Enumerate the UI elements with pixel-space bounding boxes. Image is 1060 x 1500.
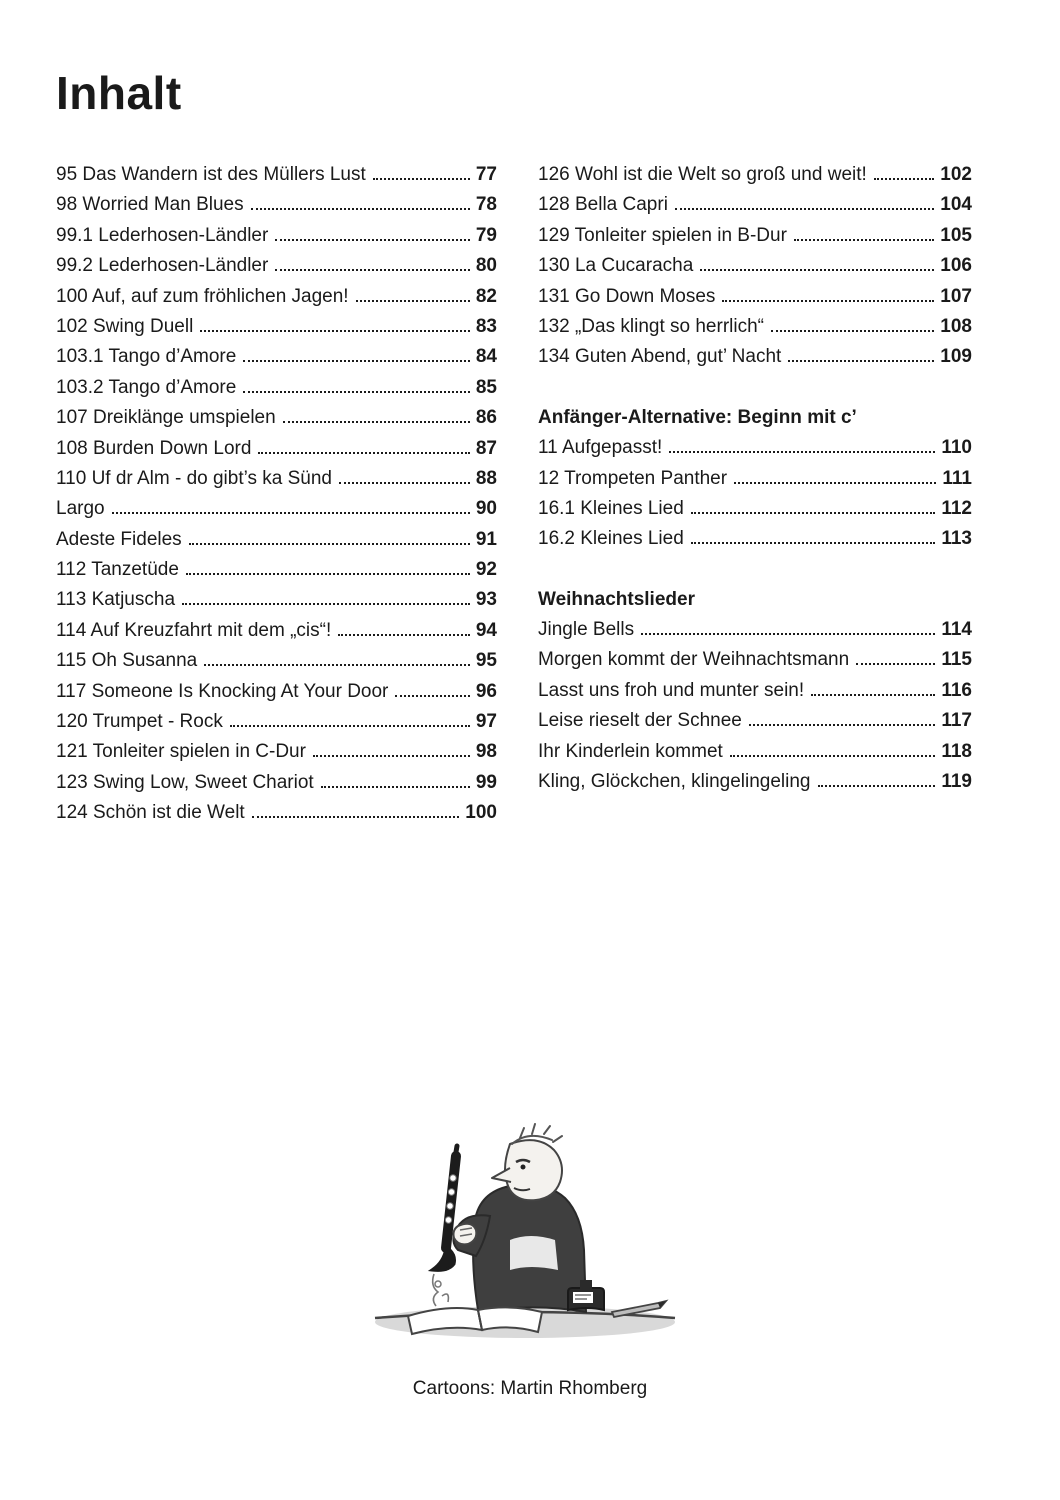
dot-leader [641, 633, 935, 635]
toc-entry-page-number: 88 [475, 467, 497, 489]
toc-entry-page-number: 86 [475, 407, 497, 429]
toc-entry [56, 737, 497, 767]
toc-entry-title: Largo [56, 498, 105, 520]
toc-entry-title: 95 Das Wandern ist des Müllers Lust [56, 164, 366, 185]
toc-entry-page-number: 85 [475, 376, 497, 398]
toc-entry-title: 126 Wohl ist die Welt so groß und weit! [538, 164, 867, 185]
toc-entry-page-number: 110 [941, 437, 972, 459]
toc-entry-page-number: 117 [941, 710, 972, 732]
toc-entry-page-number: 90 [475, 498, 497, 520]
toc-entry-title: 11 Aufgepasst! [538, 437, 663, 459]
dot-leader [856, 663, 935, 665]
toc-entry-page-number: 96 [475, 680, 497, 702]
dot-leader [749, 724, 936, 726]
toc-entry [538, 190, 972, 220]
cartoon-caption: Cartoons: Martin Rhomberg [412, 1378, 648, 1399]
toc-entry [538, 282, 972, 312]
toc-entry-title: 103.1 Tango d’Amore [56, 346, 237, 368]
dot-leader [339, 482, 470, 484]
toc-entry [56, 251, 497, 281]
toc-entry [56, 707, 497, 737]
toc-entry-page-number: 119 [941, 771, 972, 793]
toc-entry-page-number: 78 [475, 194, 497, 216]
toc-entry-title: 12 Trompeten Panther [538, 467, 728, 489]
toc-entry [56, 464, 497, 494]
dot-leader [818, 785, 936, 787]
toc-entry [538, 524, 972, 554]
toc-entry-title: 131 Go Down Moses [538, 285, 716, 307]
toc-entry [538, 433, 972, 463]
toc-entry-title: 112 Tanzetüde [56, 559, 179, 581]
dot-leader [258, 452, 469, 454]
toc-entry-title: 132 „Das klingt so herrlich“ [538, 315, 764, 337]
toc-entry-page-number: 102 [940, 164, 972, 185]
dot-leader [186, 573, 470, 575]
dot-leader [243, 360, 470, 362]
toc-entry-title: Morgen kommt der Weihnachtsmann [538, 649, 850, 671]
dot-leader [182, 603, 470, 605]
dot-leader [338, 634, 470, 636]
dot-leader [112, 512, 470, 514]
toc-entry-title: 129 Tonleiter spielen in B-Dur [538, 224, 787, 246]
toc-entry-title: 110 Uf dr Alm - do gibt’s ka Sünd [56, 467, 333, 489]
toc-section-heading: Weihnachtslieder [538, 588, 695, 610]
dot-leader [275, 239, 470, 241]
toc-entry [56, 768, 497, 798]
toc-entry-page-number: 113 [941, 528, 972, 550]
toc-section-heading: Anfänger-Alternative: Beginn mit c’ [538, 406, 857, 428]
toc-entry-title: 123 Swing Low, Sweet Chariot [56, 771, 314, 793]
dot-leader [734, 482, 936, 484]
toc-entry-page-number: 98 [475, 741, 497, 763]
toc-entry [538, 767, 972, 797]
toc-entry [56, 434, 497, 464]
toc-entry [56, 616, 497, 646]
toc-entry-title: 124 Schön ist die Welt [56, 802, 245, 824]
cartoonist-illustration [360, 1120, 690, 1365]
toc-entry-title: 100 Auf, auf zum fröhlichen Jagen! [56, 285, 349, 307]
dot-leader [675, 208, 934, 210]
dot-leader [771, 330, 934, 332]
toc-entry-page-number: 92 [475, 559, 497, 581]
toc-entry-page-number: 79 [475, 224, 497, 246]
dot-leader [283, 421, 470, 423]
toc-entry-page-number: 108 [940, 315, 972, 337]
toc-section [538, 160, 972, 373]
dot-leader [794, 239, 934, 241]
toc-entry-title: 134 Guten Abend, gut’ Nacht [538, 346, 782, 368]
dot-leader [204, 664, 470, 666]
dot-leader [275, 269, 470, 271]
toc-entry [538, 706, 972, 736]
dot-leader [811, 694, 935, 696]
toc-column-right [538, 160, 972, 797]
toc-entry-page-number: 115 [941, 649, 972, 671]
toc-entry-title: 108 Burden Down Lord [56, 437, 252, 459]
toc-entry-title: Leise rieselt der Schnee [538, 710, 742, 732]
toc-entry-title: Jingle Bells [538, 619, 635, 641]
toc-entry-page-number: 83 [475, 315, 497, 337]
toc-entry-title: Lasst uns froh und munter sein! [538, 679, 805, 701]
toc-entry [538, 615, 972, 645]
toc-column-left [56, 160, 497, 829]
dot-leader [700, 269, 934, 271]
dot-leader [874, 178, 935, 180]
toc-entry-title: 99.1 Lederhosen-Ländler [56, 224, 269, 246]
toc-entry-title: Ihr Kinderlein kommet [538, 740, 723, 762]
toc-entry-page-number: 118 [941, 740, 972, 762]
cartoonist-illustration-svg [360, 1120, 690, 1365]
toc-entry-title: 99.2 Lederhosen-Ländler [56, 255, 269, 277]
toc-entry [56, 282, 497, 312]
toc-entry [56, 312, 497, 342]
toc-entry-page-number: 106 [940, 255, 972, 277]
toc-entry-title: 107 Dreiklänge umspielen [56, 407, 276, 429]
dot-leader [722, 300, 934, 302]
toc-entry-title: Kling, Glöckchen, klingelingeling [538, 771, 811, 793]
toc-entry-page-number: 116 [941, 679, 972, 701]
toc-entry-page-number: 77 [475, 164, 497, 185]
toc-entry [56, 373, 497, 403]
toc-entry-page-number: 109 [940, 346, 972, 368]
toc-entry [56, 221, 497, 251]
toc-entry-page-number: 95 [475, 650, 497, 672]
toc-entry-title: 115 Oh Susanna [56, 650, 198, 672]
toc-entry-title: Adeste Fideles [56, 528, 182, 550]
toc-entry [56, 677, 497, 707]
toc-entry-page-number: 93 [475, 589, 497, 611]
toc-entry [538, 251, 972, 281]
toc-entry-page-number: 84 [475, 346, 497, 368]
toc-entry-page-number: 97 [475, 711, 497, 733]
dot-leader [200, 330, 470, 332]
toc-entry-page-number: 105 [940, 224, 972, 246]
dot-leader [252, 816, 460, 818]
toc-entry-title: 130 La Cucaracha [538, 255, 694, 277]
toc-entry-page-number: 104 [940, 194, 972, 216]
toc-entry-page-number: 82 [475, 285, 497, 307]
toc-entry-title: 128 Bella Capri [538, 194, 668, 216]
dot-leader [730, 755, 936, 757]
dot-leader [691, 512, 936, 514]
toc-entry [538, 645, 972, 675]
toc-entry [56, 403, 497, 433]
dot-leader [189, 543, 470, 545]
dot-leader [356, 300, 470, 302]
toc-entry-title: 114 Auf Kreuzfahrt mit dem „cis“! [56, 619, 332, 641]
toc-entry [56, 555, 497, 585]
toc-entry [538, 464, 972, 494]
toc-entry [56, 342, 497, 372]
toc-entry-title: 117 Someone Is Knocking At Your Door [56, 680, 389, 702]
toc-entry [56, 160, 497, 190]
toc-entry-page-number: 87 [475, 437, 497, 459]
toc-entry-title: 98 Worried Man Blues [56, 194, 244, 216]
dot-leader [395, 695, 469, 697]
toc-entry-page-number: 114 [941, 619, 972, 641]
dot-leader [691, 542, 936, 544]
toc-entry-page-number: 112 [941, 497, 972, 519]
toc-entry-page-number: 111 [942, 467, 972, 489]
toc-entry [56, 525, 497, 555]
toc-entry-page-number: 94 [475, 619, 497, 641]
page-title: Inhalt [56, 67, 182, 119]
toc-entry [538, 676, 972, 706]
dot-leader [230, 725, 470, 727]
toc-section [56, 160, 497, 829]
toc-entry [538, 160, 972, 190]
toc-entry-title: 16.2 Kleines Lied [538, 528, 684, 550]
toc-entry [538, 221, 972, 251]
dot-leader [321, 786, 470, 788]
toc-entry [56, 798, 497, 828]
dot-leader [669, 451, 935, 453]
dot-leader [251, 208, 470, 210]
toc-entry-title: 113 Katjuscha [56, 589, 176, 611]
dot-leader [788, 360, 934, 362]
toc-entry-title: 120 Trumpet - Rock [56, 711, 223, 733]
toc-entry [538, 737, 972, 767]
toc-entry-page-number: 107 [940, 285, 972, 307]
toc-entry [56, 494, 497, 524]
toc-entry [538, 494, 972, 524]
toc-entry-page-number: 100 [465, 802, 497, 824]
dot-leader [243, 391, 470, 393]
toc-entry [56, 585, 497, 615]
toc-section [538, 585, 972, 798]
dot-leader [313, 755, 470, 757]
toc-entry-title: 121 Tonleiter spielen in C-Dur [56, 741, 306, 763]
toc-entry-title: 102 Swing Duell [56, 315, 194, 337]
toc-section [538, 403, 972, 555]
toc-entry-title: 16.1 Kleines Lied [538, 497, 684, 519]
dot-leader [373, 178, 470, 180]
toc-entry [56, 646, 497, 676]
toc-entry-page-number: 80 [475, 255, 497, 277]
toc-entry [56, 190, 497, 220]
toc-entry [538, 342, 972, 372]
toc-entry-page-number: 99 [475, 771, 497, 793]
toc-entry-title: 103.2 Tango d’Amore [56, 376, 237, 398]
toc-entry [538, 312, 972, 342]
toc-entry-page-number: 91 [475, 528, 497, 550]
